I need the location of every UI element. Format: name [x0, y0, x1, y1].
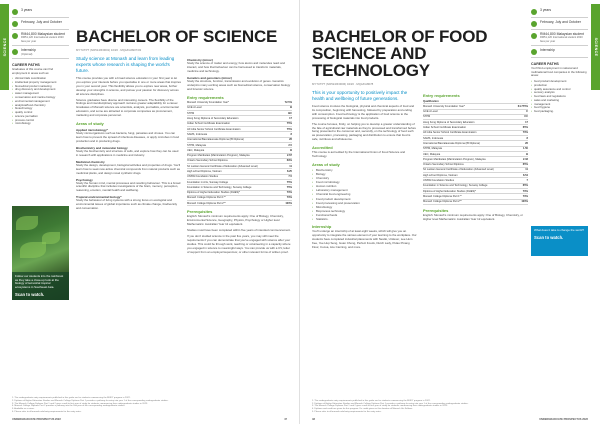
- scan-to-watch-link[interactable]: Scan to watch.: [534, 234, 564, 240]
- entry-qualification: UEC, Malaysia: [187, 148, 280, 153]
- entry-qualification: STPM, Malaysia: [187, 142, 280, 147]
- career-path-item: • conservation and marine biology: [12, 96, 69, 100]
- intro-paragraph: The course focuses, firstly, on helping you to develop a greater understanding of the fate of agricultural raw materials as they're processed and transformed before being presented to the consumer and, secondly, on the technology of food such as preservation, processing, packaging and distribution to ensure that food is safe, nutritious and wholesome.: [312, 121, 417, 142]
- prerequisites-heading: Prerequisites: [187, 209, 213, 215]
- career-path-item: • management: [531, 103, 588, 107]
- area-item: • Statistics.: [312, 217, 417, 221]
- footer-publication: UNDERGRADUATE PROSPECTUS 2022: [539, 418, 588, 421]
- career-path-item: • food hygiene: [531, 106, 588, 110]
- footnote: 5. Available as a minor.: [12, 408, 35, 411]
- course-main: [312, 28, 528, 252]
- entry-score: C: [513, 109, 529, 114]
- career-path-item: • biotechnology: [12, 107, 69, 111]
- column-1: [76, 56, 181, 257]
- career-path-item: • process control: [12, 119, 69, 123]
- entry-qualification: Indian School Certificate Examination: [423, 125, 513, 130]
- calendar-icon: [531, 21, 537, 27]
- entry-qualification: Monash College Diploma Part 2**: [187, 201, 280, 206]
- entry-requirements-table: [423, 99, 528, 205]
- course-fact: [531, 30, 588, 46]
- entry-qualification: Diploma of Higher Education Studies (DHES)*: [187, 190, 280, 195]
- fact-value: February, July and October: [21, 20, 62, 24]
- career-path-item: • sales and marketing: [531, 99, 588, 103]
- entry-qualification: All India Senior School Certificate Examination: [423, 130, 513, 135]
- entry-score: 65%: [513, 162, 529, 167]
- fact-value: RM44,800 Malaysian student: [21, 32, 65, 36]
- entry-score: 2.33: [513, 157, 529, 162]
- entry-row: [187, 201, 292, 206]
- page-number: 48: [312, 418, 315, 421]
- entry-qualification: International Baccalaureate Diploma (IB Diploma): [423, 141, 513, 146]
- prerequisites-heading: Prerequisites: [423, 207, 449, 213]
- entry-qualification: Monash University Foundation Year*: [423, 104, 513, 109]
- entry-qualification: High school Diploma, Vietnam: [187, 169, 280, 174]
- entry-score: 1.50: [513, 146, 529, 151]
- fact-note: RM51,120 International student 2020 fees per year: [21, 36, 64, 43]
- fact-value: 3 years: [21, 8, 33, 12]
- course-main: [76, 28, 292, 257]
- entry-score: 69%: [280, 158, 292, 163]
- course-fact: [531, 46, 588, 58]
- entry-qualification: STPM: [187, 111, 280, 116]
- entry-qualification: Ontario Secondary School Diploma: [423, 162, 513, 167]
- prerequisites-text: English: Monash's minimum requirements apply. One of Biology, Chemistry, Environmental Science, Geography, Physics, Psychology or Higher level Mathematics: Australian Year 12 equivalent.: [187, 214, 284, 227]
- entry-score: BC: [280, 111, 292, 116]
- footnote: 3. The Monash College Diploma Part 1 and 2 gives credit to first year of study for students commencing their undergraduate studies in 2023.: [12, 402, 148, 405]
- entry-score: 7.5: [280, 174, 292, 179]
- career-path-item: • quality assurance and control: [531, 88, 588, 92]
- entry-score: 100%: [280, 201, 292, 206]
- entry-qualification: High school Diploma, Vietnam: [423, 173, 513, 178]
- entry-qualification: SAMS, Indonesia: [423, 136, 513, 141]
- fact-note: RM51,120 International student 2020 fees per year: [540, 36, 583, 43]
- entry-qualification: Hong Kong Diploma of Secondary Education: [423, 120, 513, 125]
- career-path-item: • microbiology: [12, 122, 69, 126]
- entry-score: 8.54: [513, 173, 529, 178]
- internship-icon: [12, 49, 18, 55]
- entry-score: 8.25: [280, 169, 292, 174]
- entry-qualification: All India Senior School Certificate Examination: [187, 127, 280, 132]
- entry-score: 70%: [513, 194, 529, 199]
- entry-score: 64.775%: [513, 104, 529, 109]
- internship-icon: [531, 49, 537, 55]
- clock-icon: [531, 9, 537, 15]
- career-path-item: • biomedical product marketing: [12, 85, 69, 89]
- career-path-item: • analytical/food chemistry: [12, 104, 69, 108]
- career-paths-intro: You'll find employment in national and multinational food companies in the following areas:: [531, 66, 587, 78]
- lead-text: This is your opportunity to positively impact the health and wellbeing of future generations.: [312, 90, 408, 101]
- entry-qualification: Sri Lankan General Certificate of Education (Advanced Level): [423, 167, 513, 172]
- entry-qualification: UNSW Foundation Studies: [423, 178, 513, 183]
- area-description: Study the human mind, mental processes and resulting behaviour. This is a broad scientific discipline that includes investigations of the brain, memory, perception, reasoning, emotion, mental health and wellbeing.: [76, 180, 181, 193]
- area-item: • Human nutrition: [312, 184, 417, 188]
- entry-heading: Entry requirements: [187, 94, 224, 100]
- fact-value: February, July and October: [540, 20, 581, 24]
- course-fact: [12, 30, 69, 46]
- entry-qualification: Foundation in Science and Technology, Sunway College: [187, 185, 280, 190]
- career-path-item: • production: [531, 84, 588, 88]
- career-paths-heading: CAREER PATHS: [12, 62, 40, 67]
- page-footer: [312, 418, 588, 421]
- entry-score: 11: [280, 164, 292, 169]
- entry-score: B: [280, 105, 292, 110]
- course-fact: [531, 18, 588, 30]
- prerequisites-note-2: If you don't studied science in the past five years, you may still meet the requirements if you can demonstrate that you've engaged with science after your studies. This could be through work, teaching or volunteering in a capacity where you engaged in science to meaningful ways. You can provide us with a CV, letter of support from an employer/supervisor, or other relevant forms of written proof.: [187, 234, 291, 254]
- entry-score: 70%: [280, 190, 292, 195]
- footnote: 4. Diploma and credit are given for this program. It's credit given on this duration of Monash Uni Fellows.: [312, 408, 413, 411]
- entry-qualification: Ontario Secondary School Diploma: [187, 158, 280, 163]
- fact-text: [21, 48, 36, 56]
- area-item: • Chemical food engineering: [312, 192, 417, 196]
- section-tab: SCIENCE: [0, 4, 9, 90]
- career-path-item: • sensory analysis: [531, 91, 588, 95]
- fact-text: [21, 8, 32, 12]
- entry-qualification: Qualification: [423, 99, 513, 104]
- area-description: Study the design, development, biological activities and properties of drugs. You'll learn how to seek new active chemical compounds from natural products such as medicinal plants, and design novel synthetic drugs.: [76, 162, 181, 175]
- fact-text: [540, 20, 581, 24]
- fact-value: RM44,800 Malaysian student: [540, 32, 584, 36]
- entry-score: 26: [513, 141, 529, 146]
- career-path-item: • food laws and regulations: [531, 95, 588, 99]
- area-item: • Food microbiology: [312, 180, 417, 184]
- calendar-icon: [12, 21, 18, 27]
- career-paths-list: [12, 77, 69, 126]
- career-paths-intro: Graduates of this course can find employment in areas such as:: [12, 66, 54, 75]
- area-item: • Laboratory management: [312, 188, 417, 192]
- entry-qualification: GCE A Level: [187, 105, 280, 110]
- page-title: BACHELOR OF FOOD SCIENCE AND TECHNOLOGY: [312, 27, 488, 80]
- entry-score: 75%: [280, 121, 292, 126]
- entry-qualification: SAMS, Indonesia: [187, 132, 280, 137]
- entry-qualification: GCE A Level: [423, 109, 513, 114]
- course-codes: MYTUTPT (N/0514/6/0001) 10/26 · MQA/FA9907/03: [76, 48, 142, 52]
- area-item: • Biochemistry: [312, 168, 417, 172]
- entry-qualification: UEC, Malaysia: [423, 151, 513, 156]
- entry-qualification: Foundation in Science and Technology, Sunway College: [423, 183, 513, 188]
- entry-score: 17: [280, 116, 292, 121]
- course-fact: [531, 6, 588, 18]
- internship-heading: Internship: [312, 223, 332, 229]
- entry-qualification: Diploma of Higher Education Studies (DHES)*: [423, 189, 513, 194]
- entry-score: 70%: [280, 195, 292, 200]
- entry-qualification: STPM, Malaysia: [423, 146, 513, 151]
- chemistry-heading: Chemistry (minor): [187, 58, 213, 62]
- career-path-item: • intellectual property management: [12, 81, 69, 85]
- video-caption: Follow our students into the rainforest as they take a close-up look at the biology of terrestrial tropical ecosystems in Southeast Asia.: [15, 273, 64, 290]
- areas-of-study: [76, 128, 181, 211]
- area-name: Biochemistry and molecular biology: [76, 145, 128, 150]
- area-item: • Functional foods: [312, 213, 417, 217]
- accredited-heading: Accredited: [312, 145, 333, 151]
- internship-text: You'll undergo an internship of at least eight weeks, which will give you an opportunity to integrate the various element of your learning to the workplace. Our students have completed industrial placements with Nestlé, Unilever, Lee Hum Kee, Yee Hup Seng, Guan Chong, Perfect Foods, Dutch Lady, Pulau Pinang Flour, Cocoa, Ace Canning, and more.: [312, 228, 417, 249]
- career-path-item: • clinical trials coordination: [12, 77, 69, 81]
- entry-score: 7: [513, 178, 529, 183]
- genetics-heading: Genetics and genomics (minor): [187, 75, 232, 80]
- page-number: 47: [284, 418, 287, 421]
- entry-score: 2.5: [280, 142, 292, 147]
- entry-score: 75%: [280, 127, 292, 132]
- areas-of-study-list: [312, 168, 417, 221]
- footnote: 3. The Monash College Diploma Part 1 and 2 gives credit to first year of study for students commencing their undergraduate studies in 2023.: [312, 405, 448, 408]
- prerequisites-text: English: Monash's minimum requirements apply. One of Biology, Chemistry, or Higher level Mathematics: Australian Year 12 equivalent.: [423, 212, 523, 221]
- entry-requirements-table: [187, 101, 292, 207]
- fact-text: [21, 20, 62, 24]
- course-codes: MYTUTPT (N/0524/6/0006) 04/26 · MQA/FA8078: [312, 82, 374, 86]
- footnote: 2. Diploma of Higher Education Studies and Monash College Diploma Part 1 provides a pathway for entry into year 1 of the corresponding undergraduate studies.: [12, 399, 169, 402]
- area-item: • Microbiology: [312, 205, 417, 209]
- entry-qualification: Monash University Foundation Year*: [187, 101, 280, 106]
- career-path-item: • food product development: [531, 80, 588, 84]
- career-path-item: • science journalism: [12, 115, 69, 119]
- fact-value: 3 years: [540, 8, 552, 12]
- areas-heading: Areas of study: [76, 121, 104, 127]
- area-name: Psychology: [76, 177, 93, 182]
- fact-value: Internship: [21, 48, 36, 53]
- area-name: Applied microbiology*: [76, 128, 108, 133]
- entry-qualification: Indian School Certificate Examination: [187, 121, 280, 126]
- entry-score: 75%: [280, 185, 292, 190]
- page-footer: [12, 418, 287, 421]
- entry-score: 100%: [513, 199, 529, 204]
- area-item: • Bioprocess technology: [312, 209, 417, 213]
- chemistry-text: Study the science of matter and energy, how atoms and molecules react and interact, and how that behaviour can be harnessed to transform materials, medicine and technology.: [187, 61, 285, 73]
- footnote: 1. The undergraduate entry requirements published in this guide are for students commencing the MUFY program in 2022.: [12, 396, 131, 399]
- course-fact: [12, 46, 69, 59]
- video-caption: What does it take to change the world?: [534, 228, 584, 232]
- footnotes: [12, 397, 287, 414]
- career-paths-heading: CAREER PATHS: [531, 62, 559, 67]
- intro-paragraph: Science graduates have diverse and interesting careers. The flexibility of the findings and interdisciplinary approach nurtures greater adaptability for a career. Graduates of Monash science are scientists, analysts, journalists, environmental educators, and some are attracted to corporate companies as procurement, marketing and corporate personnel.: [76, 97, 179, 118]
- entry-score: CC: [513, 114, 529, 119]
- area-item: • Biology: [312, 172, 417, 176]
- area-description: Study microorganisms such as bacteria, fungi, parasites and viruses. You can learn how to prevent the spread of infectious diseases, or apply microbes in food production and in producing drugs.: [76, 131, 179, 143]
- fact-note: (Optional): [21, 52, 33, 56]
- column-2: [423, 90, 528, 252]
- intro-paragraph: Food science involves the biological, physical and chemical aspects of food and its composition, beginning with harvesting, followed by preparation and ending with consumption. Food technology is the application of food science to the processing of biological materials into food products.: [312, 103, 415, 120]
- entry-score: 17: [513, 120, 529, 125]
- entry-score: 2.67: [280, 153, 292, 158]
- footnote: 5. Please refer to all.monash.edu/entry-requirements for the entry rates.: [312, 411, 382, 414]
- entry-score: 8: [280, 132, 292, 137]
- prerequisites-note: Studies must have been completed within five years of intended commencement.: [187, 228, 291, 233]
- entry-qualification: Hong Kong Diploma of Secondary Education: [187, 116, 280, 121]
- entry-score: 26: [280, 137, 292, 142]
- footer-publication: UNDERGRADUATE PROSPECTUS 2022: [12, 418, 61, 421]
- entry-qualification: STPM: [423, 114, 513, 119]
- entry-score: 65%: [513, 183, 529, 188]
- currency-icon: [531, 33, 537, 39]
- entry-score: 11: [513, 167, 529, 172]
- entry-qualification: Monash College Diploma Part 1**: [423, 194, 513, 199]
- clock-icon: [12, 9, 18, 15]
- area-item: • Food processing and preservation: [312, 201, 417, 205]
- scan-to-watch-link[interactable]: Scan to watch.: [15, 292, 45, 297]
- fact-value: Internship: [540, 48, 555, 53]
- entry-score: 75%: [280, 179, 292, 184]
- entry-score: 8: [513, 136, 529, 141]
- entry-heading: Entry requirements: [423, 93, 460, 98]
- column-1: [312, 90, 417, 252]
- entry-qualification: UNSW Foundation Studies: [187, 174, 280, 179]
- page-bachelor-of-food-science: [300, 0, 600, 424]
- area-name: Medicinal chemistry: [76, 159, 105, 164]
- page-title: BACHELOR OF SCIENCE: [76, 27, 278, 46]
- area-description: Study the behaviour of living systems with a strong focus on ecological and environmental issues of global importance such as climate change, biodiversity and conservation.: [76, 198, 178, 211]
- career-path-item: • water management: [12, 92, 69, 96]
- entry-score: 70%: [513, 130, 529, 135]
- footnote: 2. Diploma of Higher Education Studies and Monash College Diploma Part 1 provides a pathway for entry into year 1 of the corresponding undergraduate studies.: [312, 402, 469, 405]
- intro-paragraph: This course provides you with a broad science education in your first year to let you explore your interests before you specialise in one or more areas that inspires you in your second year. This flexibility allows you to explore new areas, further develop your strengths in science, and pursue your passion for discovery across all science disciplines.: [76, 75, 181, 96]
- currency-icon: [12, 33, 18, 39]
- entry-qualification: International Baccalaureate Diploma (IB Diploma): [187, 137, 280, 142]
- course-fact: [12, 6, 69, 18]
- course-facts: [12, 6, 69, 59]
- fact-text: [21, 32, 69, 43]
- lead-text: Study science at Monash and learn from leading experts whose research is shaping the world's future.: [76, 56, 175, 73]
- entry-score: B: [280, 148, 292, 153]
- area-item: • Food product development: [312, 197, 417, 201]
- fact-text: [540, 32, 588, 43]
- entry-score: 65%: [513, 125, 529, 130]
- course-facts: [531, 6, 588, 58]
- footnotes: [312, 400, 588, 414]
- column-2: [187, 56, 292, 257]
- career-path-item: • environmental management: [12, 100, 69, 104]
- entry-score: 70%: [513, 189, 529, 194]
- fact-text: [540, 8, 551, 12]
- video-promo-box[interactable]: [531, 226, 588, 256]
- footnote: 4. Monash College Diploma Part 2 provides a pathway into the 2nd year of the corresponding undergraduate studies.: [12, 405, 126, 408]
- section-tab: SCIENCE: [591, 4, 600, 90]
- career-path-item: • food packaging.: [531, 110, 588, 114]
- career-path-item: • drug discovery and development: [12, 88, 69, 92]
- entry-qualification: Program Matrikulasi (Matriculation Program), Malaysia: [423, 157, 513, 162]
- footnote: 6. Please refer to all.monash.edu/entry-requirements for the entry rates.: [12, 411, 82, 414]
- entry-qualification: Program Matrikulasi (Matriculation Program), Malaysia: [187, 153, 280, 158]
- entry-qualification: Monash College Diploma Part 1**: [187, 195, 280, 200]
- course-fact: [12, 18, 69, 30]
- career-path-item: • quality control: [12, 111, 69, 115]
- footnote: 1. The undergraduate entry requirements published in this guide are for students commencing the MUFY program in 2022.: [312, 399, 431, 402]
- course-facts-sidebar: [12, 6, 69, 410]
- entry-qualification: Foundation in Arts, Sunway College: [187, 179, 280, 184]
- area-item: • Chemistry: [312, 176, 417, 180]
- accredited-text: This course is accredited by the International Union of Food Science and Technology.: [312, 150, 406, 159]
- video-caption-box: [12, 272, 69, 300]
- entry-row: [423, 199, 528, 204]
- career-paths-list: [531, 80, 588, 114]
- genetics-text: Study the structure, function, transmission and evolution of genes. Genetics underpins many exciting areas such as biomedical science, conservation biology and forensic science.: [187, 78, 291, 91]
- area-name: Tropical environmental biology*: [76, 195, 122, 200]
- entry-score: 72.5%: [280, 101, 292, 106]
- fact-text: [540, 48, 555, 52]
- rainforest-photo[interactable]: [12, 206, 69, 300]
- entry-qualification: Monash College Diploma Part 2**: [423, 199, 513, 204]
- course-facts-sidebar: [531, 6, 588, 410]
- areas-heading: Areas of study: [312, 162, 340, 168]
- area-description: Study the biochemistry and structure of cells, and explore how they can be used in research with applications in medicine and industry.: [76, 148, 179, 157]
- entry-qualification: Sri Lankan General Certificate of Education (Advanced Level): [187, 164, 280, 169]
- entry-score: B: [513, 151, 529, 156]
